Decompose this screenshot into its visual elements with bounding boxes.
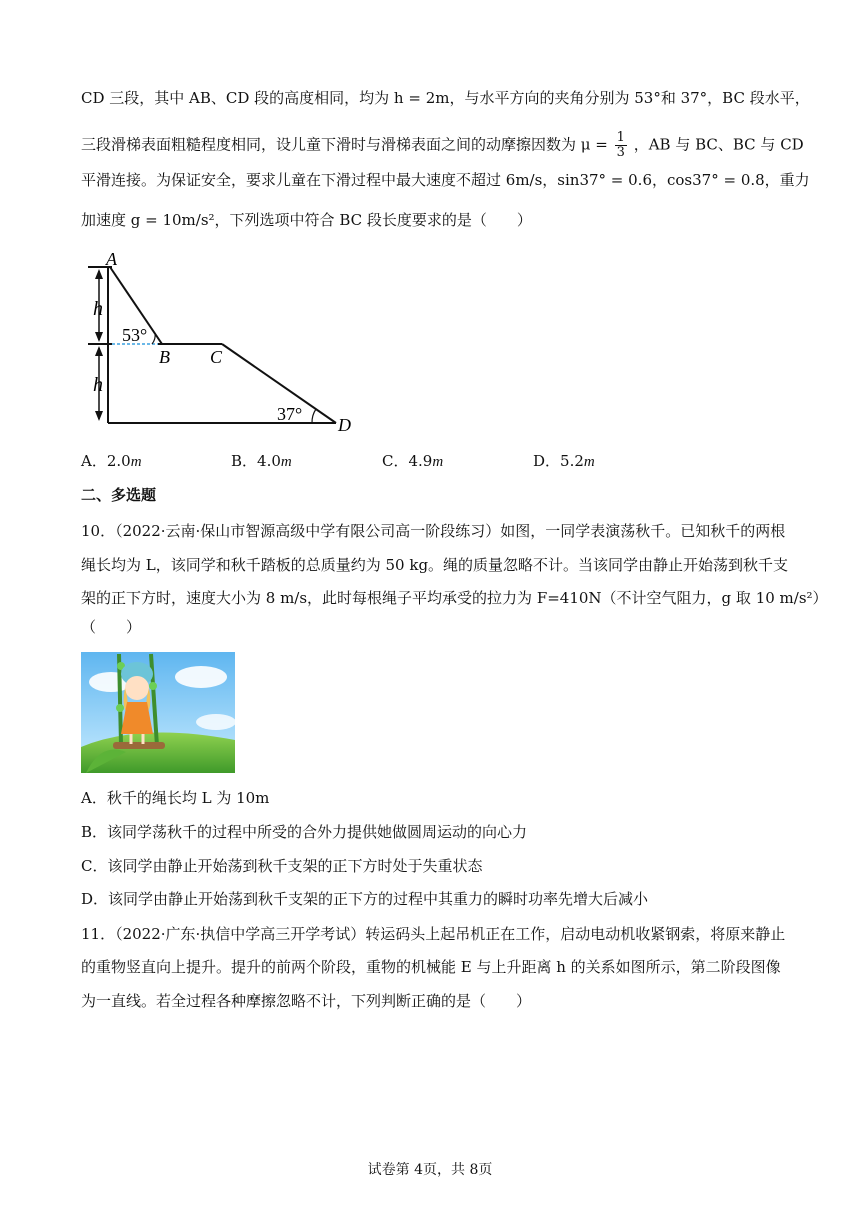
- option-value: 5.2: [560, 452, 584, 470]
- q9-option-d[interactable]: [533, 451, 595, 472]
- option-unit: m: [583, 454, 595, 470]
- option-label: C．: [382, 452, 409, 470]
- rope-leaf: [149, 682, 157, 690]
- q9-line-2-tail: ，AB 与 BC、BC 与 CD: [633, 135, 804, 154]
- q10-line-1: 10．（2022·云南·保山市智源高级中学有限公司高一阶段练习）如图，一同学表演荡秋千。已知秋千的两根: [81, 522, 786, 540]
- cloud-shape: [175, 666, 227, 688]
- q9-line-1: CD 三段，其中 AB、CD 段的高度相同，均为 h = 2m，与水平方向的夹角分别为 53°和 37°，BC 段水平，: [81, 89, 810, 107]
- q9-option-b[interactable]: [231, 451, 292, 472]
- q11-line-3: 为一直线。若全过程各种摩擦忽略不计，下列判断正确的是（ ）: [81, 992, 532, 1010]
- q10-option-b[interactable]: B．该同学荡秋千的过程中所受的合外力提供她做圆周运动的向心力: [81, 823, 528, 841]
- page-footer: 试卷第 4页，共 8页: [367, 1162, 493, 1178]
- q9-option-a[interactable]: [81, 451, 142, 472]
- mu-numerator: 1: [616, 130, 625, 145]
- q9-option-c[interactable]: [382, 451, 443, 472]
- option-label: D．: [533, 452, 561, 470]
- q10-line-3: 架的正下方时，速度大小为 8 m/s，此时每根绳子平均承受的拉力为 F=410N（不计空气阻力，g 取 10 m/s²）: [81, 589, 828, 607]
- label-b: B: [159, 347, 170, 367]
- swing-seat: [113, 742, 165, 749]
- arrowhead-down-1: [95, 332, 103, 342]
- q10-line-2: 绳长均为 L，该同学和秋千踏板的总质量约为 50 kg。绳的质量忽略不计。当该同学由静止开始荡到秋千支: [81, 556, 789, 574]
- label-h-top: h: [93, 298, 103, 320]
- label-c: C: [210, 347, 223, 367]
- q10-option-d[interactable]: D．该同学由静止开始荡到秋千支架的正下方的过程中其重力的瞬时功率先增大后减小: [81, 890, 649, 908]
- angle-arc-53: [152, 333, 155, 344]
- angle-arc-37: [312, 409, 316, 423]
- label-h-bottom: h: [93, 374, 103, 396]
- label-a: A: [106, 249, 117, 269]
- option-value: 4.9: [408, 452, 433, 470]
- mu-fraction: [615, 131, 627, 160]
- section-heading: 二、多选题: [81, 486, 157, 504]
- arrowhead-up-1: [95, 269, 103, 279]
- cloud-shape: [196, 714, 235, 730]
- q10-option-a[interactable]: A．秋千的绳长均 L 为 10m: [81, 789, 270, 807]
- q9-line-3: 平滑连接。为保证安全，要求儿童在下滑过程中最大速度不超过 6m/s，sin37° = 0.6，cos37° = 0.8，重力: [81, 171, 810, 189]
- label-d: D: [338, 415, 351, 435]
- q11-line-2: 的重物竖直向上提升。提升的前两个阶段，重物的机械能 E 与上升距离 h 的关系如图所示，第二阶段图像: [81, 958, 781, 976]
- q9-line-2: [81, 131, 804, 160]
- rope-leaf: [116, 704, 124, 712]
- swing-illustration: [81, 652, 235, 773]
- option-unit: m: [432, 454, 444, 470]
- girl-face: [125, 676, 149, 700]
- mu-denominator: 3: [616, 145, 625, 160]
- q10-line-4: （ ）: [81, 618, 142, 636]
- option-label: A．: [81, 452, 107, 470]
- q10-option-c[interactable]: C．该同学由静止开始荡到秋千支架的正下方时处于失重状态: [81, 857, 483, 875]
- label-angle-53: 53°: [122, 325, 148, 345]
- q11-line-1: 11．（2022·广东·执信中学高三开学考试）转运码头上起吊机正在工作，启动电动机收紧钢索，将原来静止: [81, 925, 786, 943]
- q9-line-2-text: 三段滑梯表面粗糙程度相同，设儿童下滑时与滑梯表面之间的动摩擦因数为 μ =: [81, 135, 608, 154]
- label-angle-37: 37°: [277, 404, 303, 424]
- arrowhead-up-2: [95, 346, 103, 356]
- option-value: 4.0: [257, 452, 281, 470]
- option-label: B．: [231, 452, 258, 470]
- slide-figure: [80, 245, 370, 440]
- q9-line-4: 加速度 g = 10m/s²，下列选项中符合 BC 段长度要求的是（ ）: [81, 211, 532, 229]
- option-unit: m: [130, 454, 142, 470]
- option-value: 2.0: [106, 452, 131, 470]
- option-unit: m: [280, 454, 292, 470]
- arrowhead-down-2: [95, 411, 103, 421]
